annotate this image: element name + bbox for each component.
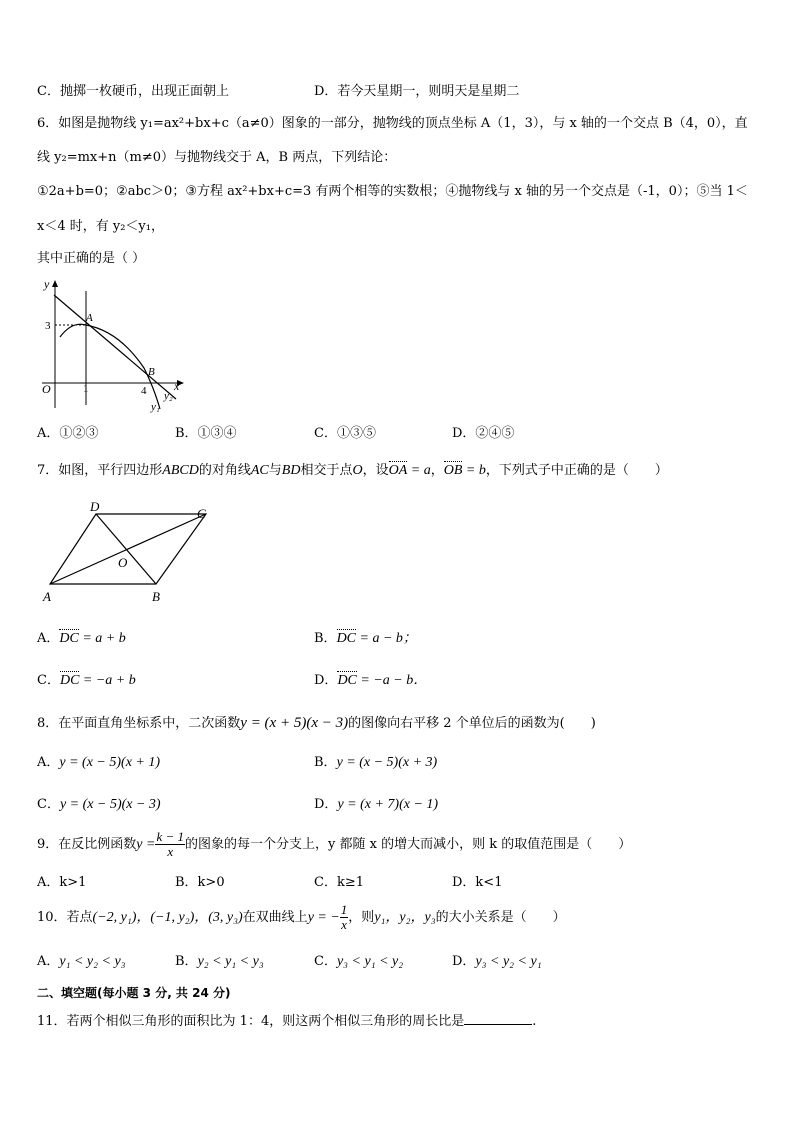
y2-label: y₂ [164,390,173,402]
tick-3-label: 3 [45,320,51,332]
y1-label: y₁ [151,401,160,413]
q6-conclusions-line1: ①2a+b=0；②abc＞0；③方程 ax²+bx+c=3 有两个相等的实数根；④抛物线与 x 轴的另一个交点是（-1，0）；⑤当 1＜ [37,184,748,199]
q10-option-a: A．y₁ < y₂ < y₃ [37,954,126,969]
q8-option-a: A．y = (x − 5)(x + 1) [37,755,161,770]
label-c: C [197,506,206,521]
vector-oa: OA [388,463,408,478]
tick-1-label: 1 [83,383,89,395]
q6-question: 其中正确的是（ ） [37,251,146,266]
y-axis-arrow [52,280,58,287]
q8-stem: 8．在平面直角坐标系中，二次函数y = (x + 5)(x − 3)的图像向右平移 2 个单位后的函数为( ) [37,715,596,731]
q8-option-b: B．y = (x − 5)(x + 3) [314,755,438,770]
q9-option-c: C．k≥1 [314,875,364,890]
label-o: O [118,555,128,570]
q5-option-c: C．抛掷一枚硬币，出现正面朝上 [37,84,229,99]
point-a-label: A [86,312,93,324]
label-d: D [90,500,100,514]
q9-stem: 9．在反比例函数y = $\frac{k - 1}{x}$ 的图象的每一个分支上，y 都随 x 的增大而减小，则 k 的取值范围是（ ） [37,829,632,859]
q6-option-d: D．②④⑤ [452,426,515,441]
label-a: A [43,589,51,604]
q7-option-a: A．DC = a + b [37,631,126,646]
q6-conclusions-line2: x＜4 时，有 y₂＜y₁， [37,219,164,234]
q11-stem: 11．若两个相似三角形的面积比为 1：4，则这两个相似三角形的周长比是 . [37,1014,537,1029]
diagonal-bd [96,514,156,584]
q9-option-d: D．k<1 [452,875,503,890]
label-b: B [152,589,160,604]
x-axis-label: x [174,379,180,393]
point-b-label: B [148,366,155,378]
q6-stem-line1: 6．如图是抛物线 y₁=ax²+bx+c（a≠0）图象的一部分，抛物线的顶点坐标 A（1，3），与 x 轴的一个交点 B（4，0），直 [37,116,748,131]
q6-option-c: C．①③⑤ [314,426,376,441]
q6-option-b: B．①③④ [175,426,237,441]
q8-option-d: D．y = (x + 7)(x − 1) [314,797,439,812]
q10-option-b: B．y₂ < y₁ < y₃ [175,954,264,969]
q7-parallelogram-figure [38,500,223,606]
q9-option-a: A．k>1 [37,875,87,890]
q10-stem: 10．若点(−2, y₁)，(−1, y₂)，(3, y₃)在双曲线上y = − $\frac{1}{x}$ ，则y₁，y₂，y₃的大小关系是（ ） [37,902,566,932]
q10-option-c: C．y₃ < y₁ < y₂ [314,954,404,969]
vector-ob: OB [443,463,463,478]
q6-parabola-figure [34,273,194,415]
q6-option-a: A．①②③ [37,426,99,441]
q7-option-b: B．DC = a − b； [314,631,417,646]
q7-option-c: C．DC = −a + b [37,673,136,688]
q11-answer-blank[interactable] [464,1012,532,1025]
y-axis-label: y [44,277,50,291]
q6-stem-line2: 线 y₂=mx+n（m≠0）与抛物线交于 A，B 两点，下列结论： [37,150,397,165]
section-2-title: 二、填空题(每小题 3 分, 共 24 分) [37,986,231,1000]
tick-4-label: 4 [141,385,147,397]
q7-option-d: D．DC = −a − b． [314,673,428,688]
q9-fraction: $\frac{k - 1}{x}$ [156,829,184,859]
q7-stem: 7．如图，平行四边形ABCD的对角线AC与BD相交于点O，设OA = a，OB = b，下列式子中正确的是（ ） [37,463,668,478]
origin-label: O [42,382,51,396]
q8-option-c: C．y = (x − 5)(x − 3) [37,797,161,812]
q5-option-d: D．若今天星期一，则明天是星期二 [314,84,520,99]
q10-fraction: $\frac{1}{x}$ [340,902,348,932]
q10-option-d: D．y₃ < y₂ < y₁ [452,954,542,969]
q9-option-b: B．k>0 [175,875,225,890]
